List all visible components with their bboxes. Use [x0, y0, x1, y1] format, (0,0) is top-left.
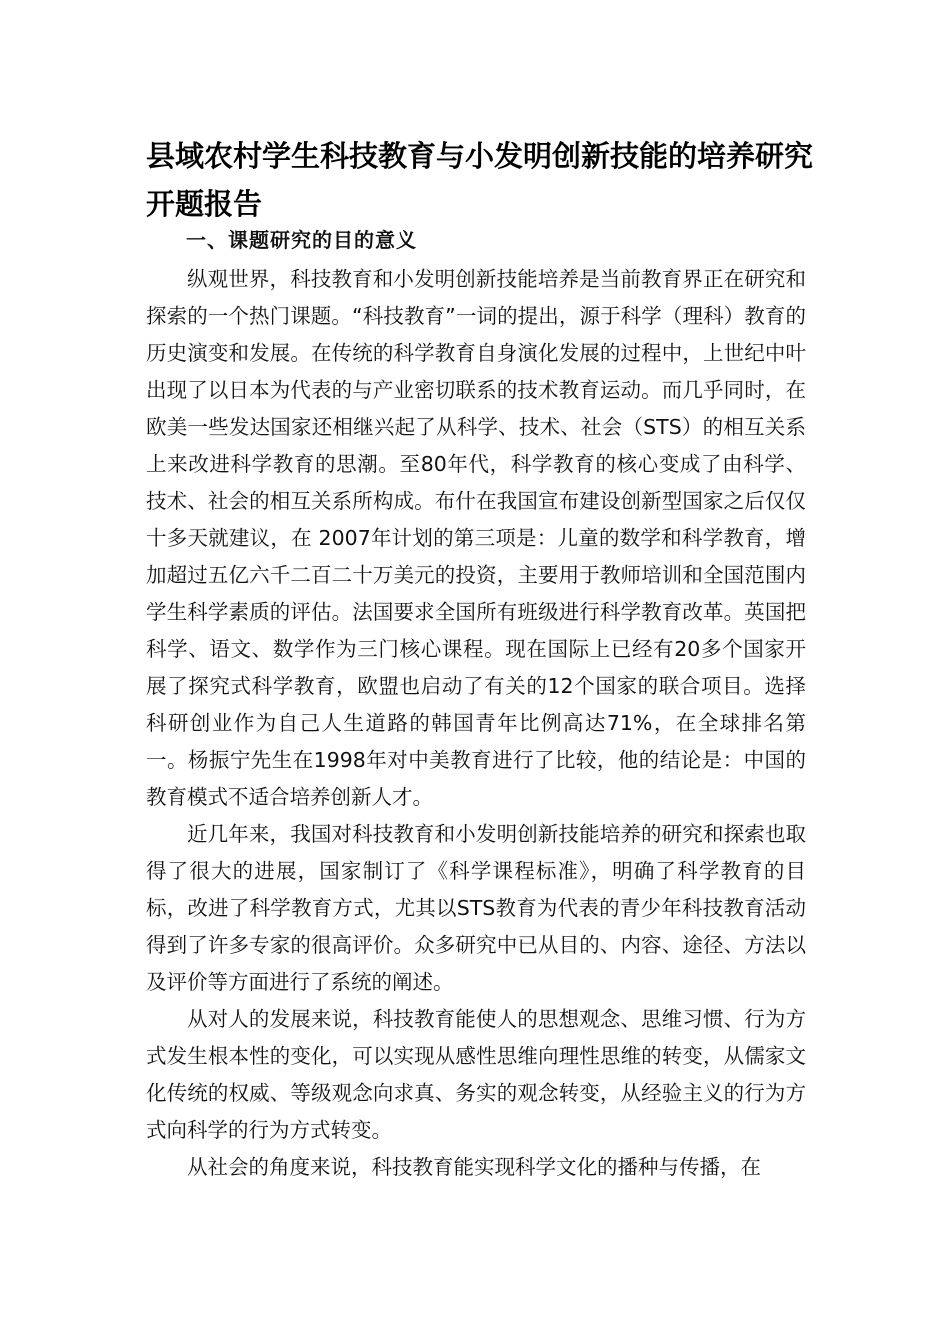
paragraph-3: 从对人的发展来说，科技教育能使人的思想观念、思维习惯、行为方式发生根本性的变化，可以实现从感性思维向理性思维的转变，从儒家文化传统的权威、等级观念向求真、务实的观念转变，从经验主义的行为方式向科学的行为方式转变。 — [146, 1007, 806, 1142]
document-title-line-2: 开题报告 — [146, 187, 263, 221]
document-body — [146, 261, 806, 1186]
paragraph-1: 纵观世界，科技教育和小发明创新技能培养是当前教育界正在研究和探索的一个热门课题。“科技教育”一词的提出，源于科学（理科）教育的历史演变和发展。在传统的科学教育自身演化发展的过程中，上世纪中叶出现了以日本为代表的与产业密切联系的技术教育运动。而几乎同时，在欧美一些发达国家还相继兴起了从科学、技术、社会（STS）的相互关系上来改进科学教育的思潮。至80年代，科学教育的核心变成了由科学、技术、社会的相互关系所构成。布什在我国宣布建设创新型国家之后仅仅十多天就建议，在 2007年计划的第三项是：儿童的数学和科学教育，增加超过五亿六千二百二十万美元的投资，主要用于教师培训和全国范围内学生科学素质的评估。法国要求全国所有班级进行科学教育改革。英国把科学、语文、数学作为三门核心课程。现在国际上已经有20多个国家开展了探究式科学教育，欧盟也启动了有关的12个国家的联合项目。选择科研创业作为自己人生道路的韩国青年比例高达71%，在全球排名第一。杨振宁先生在1998年对中美教育进行了比较，他的结论是：中国的教育模式不适合培养创新人才。 — [146, 267, 806, 809]
paragraph-4: 从社会的角度来说，科技教育能实现科学文化的播种与传播，在 — [187, 1155, 761, 1179]
paragraph-2: 近几年来，我国对科技教育和小发明创新技能培养的研究和探索也取得了很大的进展，国家制订了《科学课程标准》，明确了科学教育的目标，改进了科学教育方式，尤其以STS教育为代表的青少年科技教育活动得到了许多专家的很高评价。众多研究中已从目的、内容、途径、方法以及评价等方面进行了系统的阐述。 — [146, 822, 806, 994]
document-title-line-1: 县域农村学生科技教育与小发明创新技能的培养研究 — [146, 139, 814, 173]
section-heading: 一、课题研究的目的意义 — [186, 228, 417, 252]
